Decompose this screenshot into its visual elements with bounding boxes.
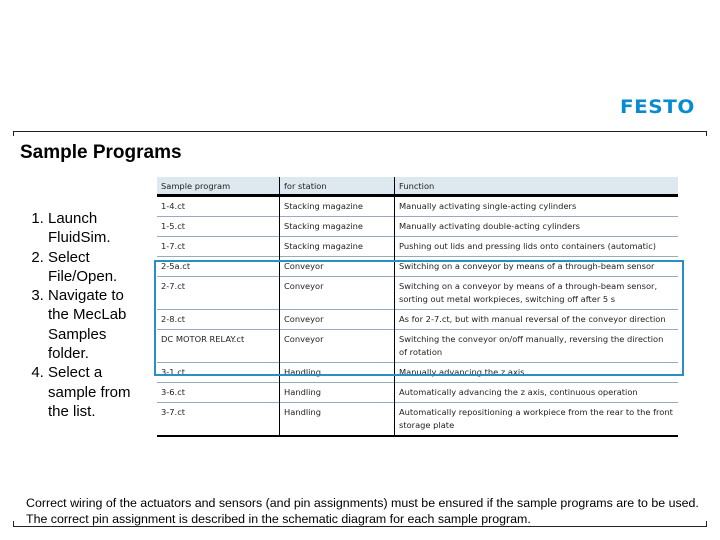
program-cell: 1-7.ct bbox=[157, 237, 280, 257]
step-item: 2. Select File/Open. bbox=[48, 248, 143, 287]
program-cell: 3-6.ct bbox=[157, 383, 280, 403]
station-cell: Conveyor bbox=[280, 310, 395, 330]
function-cell: Manually activating single-acting cylinders bbox=[395, 196, 679, 217]
program-cell: 2-7.ct bbox=[157, 277, 280, 310]
top-divider bbox=[13, 131, 707, 132]
conveyor-highlight-box bbox=[154, 260, 684, 376]
station-cell: Handling bbox=[280, 363, 395, 383]
divider-tick bbox=[706, 521, 707, 526]
page-title: Sample Programs bbox=[20, 142, 182, 163]
function-cell: Switching on a conveyor by means of a through-beam sensor bbox=[395, 257, 679, 277]
function-cell: Switching the conveyor on/off manually, reversing the direction of rotation bbox=[395, 330, 679, 363]
station-cell: Conveyor bbox=[280, 330, 395, 363]
program-cell: DC MOTOR RELAY.ct bbox=[157, 330, 280, 363]
table-row bbox=[157, 217, 678, 237]
step-item: 3. Navigate to the MecLab Samples folder. bbox=[48, 286, 143, 363]
station-cell: Handling bbox=[280, 403, 395, 437]
function-cell: Automatically repositioning a workpiece from the rear to the front storage plate bbox=[395, 403, 679, 437]
function-cell: Automatically advancing the z axis, continuous operation bbox=[395, 383, 679, 403]
table-row bbox=[157, 383, 678, 403]
program-cell: 3-1.ct bbox=[157, 363, 280, 383]
station-cell: Stacking magazine bbox=[280, 217, 395, 237]
function-cell: As for 2-7.ct, but with manual reversal of the conveyor direction bbox=[395, 310, 679, 330]
table-row bbox=[157, 237, 678, 257]
program-cell: 2-8.ct bbox=[157, 310, 280, 330]
table-header-row bbox=[157, 177, 678, 196]
program-cell: 2-5a.ct bbox=[157, 257, 280, 277]
step-item: 4. Select a sample from the list. bbox=[48, 363, 143, 421]
header-function: Function bbox=[395, 177, 679, 196]
wiring-note: Correct wiring of the actuators and sensors (and pin assignments) must be ensured if the sample programs are to be used. The correct pin assignment is described in the schematic diagram for each sample program. bbox=[26, 496, 699, 526]
station-cell: Stacking magazine bbox=[280, 237, 395, 257]
step-item: 1. Launch FluidSim. bbox=[48, 209, 143, 248]
function-cell: Pushing out lids and pressing lids onto containers (automatic) bbox=[395, 237, 679, 257]
station-cell: Stacking magazine bbox=[280, 196, 395, 217]
program-cell: 3-7.ct bbox=[157, 403, 280, 437]
function-cell: Switching on a conveyor by means of a through-beam sensor, sorting out metal workpieces, switching off after 5 s bbox=[395, 277, 679, 310]
function-cell: Manually activating double-acting cylinders bbox=[395, 217, 679, 237]
program-cell: 1-4.ct bbox=[157, 196, 280, 217]
function-cell: Manually advancing the z axis bbox=[395, 363, 679, 383]
header-station: for station bbox=[280, 177, 395, 196]
program-cell: 1-5.ct bbox=[157, 217, 280, 237]
station-cell: Handling bbox=[280, 383, 395, 403]
festo-logo: FESTO bbox=[620, 96, 695, 118]
table-row bbox=[157, 196, 678, 217]
divider-tick bbox=[13, 131, 14, 136]
station-cell: Conveyor bbox=[280, 257, 395, 277]
table-row bbox=[157, 403, 678, 437]
steps-list bbox=[8, 209, 143, 421]
divider-tick bbox=[706, 131, 707, 136]
divider-tick bbox=[13, 521, 14, 526]
station-cell: Conveyor bbox=[280, 277, 395, 310]
header-sample-program: Sample program bbox=[157, 177, 280, 196]
